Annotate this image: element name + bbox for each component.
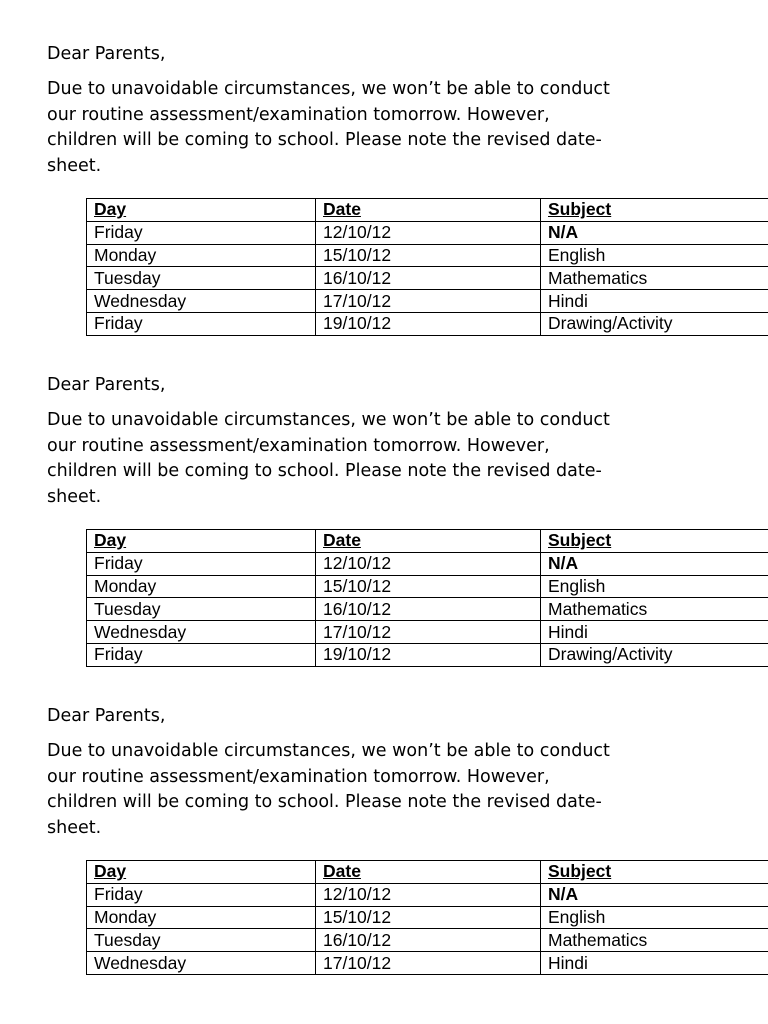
message-paragraph [47, 77, 727, 179]
header-date: Date [316, 861, 541, 884]
cell-date: 17/10/12 [316, 290, 541, 313]
table-row [87, 883, 768, 906]
cell-subject: N/A [541, 552, 768, 575]
cell-day: Friday [87, 221, 316, 244]
header-date: Date [316, 199, 541, 222]
table-row [87, 929, 768, 952]
message-line: our routine assessment/examination tomorrow. However, [47, 766, 550, 787]
message-line: our routine assessment/examination tomorrow. However, [47, 104, 550, 125]
message-line: Due to unavoidable circumstances, we won’t be able to conduct [47, 741, 610, 761]
cell-subject: N/A [541, 883, 768, 906]
cell-date: 16/10/12 [316, 929, 541, 952]
cell-date: 15/10/12 [316, 906, 541, 929]
cell-date: 12/10/12 [316, 552, 541, 575]
date-sheet-table [86, 860, 768, 975]
cell-date: 17/10/12 [316, 952, 541, 975]
cell-date: 16/10/12 [316, 267, 541, 290]
header-day: Day [87, 861, 316, 884]
cell-subject: English [541, 575, 768, 598]
message-line: Due to unavoidable circumstances, we won’t be able to conduct [47, 410, 610, 430]
cell-day: Wednesday [87, 621, 316, 644]
cell-date: 19/10/12 [316, 312, 541, 335]
message-line: our routine assessment/examination tomorrow. However, [47, 435, 550, 456]
cell-date: 17/10/12 [316, 621, 541, 644]
table-row [87, 598, 768, 621]
header-day: Day [87, 530, 316, 553]
cell-day: Tuesday [87, 929, 316, 952]
header-subject: Subject [541, 861, 768, 884]
table-header-row [87, 530, 768, 553]
cell-subject: N/A [541, 221, 768, 244]
cell-subject: Drawing/Activity [541, 312, 768, 335]
cell-subject: Mathematics [541, 267, 768, 290]
cell-day: Friday [87, 552, 316, 575]
message-line: children will be coming to school. Please note the revised date- [47, 130, 602, 150]
table-row [87, 312, 768, 335]
cell-subject: Hindi [541, 621, 768, 644]
message-paragraph [47, 739, 727, 841]
cell-day: Tuesday [87, 267, 316, 290]
cell-subject: Mathematics [541, 929, 768, 952]
table-row [87, 552, 768, 575]
message-line: children will be coming to school. Please note the revised date- [47, 461, 602, 481]
cell-day: Wednesday [87, 952, 316, 975]
table-row [87, 221, 768, 244]
table-row [87, 621, 768, 644]
cell-subject: Hindi [541, 952, 768, 975]
message-line: children will be coming to school. Please note the revised date- [47, 792, 602, 812]
cell-day: Monday [87, 244, 316, 267]
cell-day: Monday [87, 906, 316, 929]
table-row [87, 267, 768, 290]
salutation: Dear Parents, [47, 44, 166, 64]
message-line: sheet. [47, 155, 102, 176]
cell-subject: Mathematics [541, 598, 768, 621]
cell-date: 15/10/12 [316, 575, 541, 598]
cell-subject: English [541, 244, 768, 267]
cell-date: 12/10/12 [316, 883, 541, 906]
table-row [87, 643, 768, 666]
date-sheet-table [86, 529, 768, 667]
table-header-row [87, 861, 768, 884]
cell-date: 19/10/12 [316, 643, 541, 666]
cell-date: 15/10/12 [316, 244, 541, 267]
header-subject: Subject [541, 199, 768, 222]
cell-subject: Drawing/Activity [541, 643, 768, 666]
header-subject: Subject [541, 530, 768, 553]
header-date: Date [316, 530, 541, 553]
table-row [87, 575, 768, 598]
message-paragraph [47, 408, 727, 510]
salutation: Dear Parents, [47, 375, 166, 395]
cell-day: Friday [87, 883, 316, 906]
message-line: Due to unavoidable circumstances, we won’t be able to conduct [47, 79, 610, 99]
salutation: Dear Parents, [47, 706, 166, 726]
table-row [87, 244, 768, 267]
cell-subject: English [541, 906, 768, 929]
cell-day: Friday [87, 643, 316, 666]
cell-day: Wednesday [87, 290, 316, 313]
cell-date: 12/10/12 [316, 221, 541, 244]
table-header-row [87, 199, 768, 222]
date-sheet-table [86, 198, 768, 336]
table-row [87, 906, 768, 929]
cell-day: Monday [87, 575, 316, 598]
table-row [87, 952, 768, 975]
cell-subject: Hindi [541, 290, 768, 313]
cell-date: 16/10/12 [316, 598, 541, 621]
cell-day: Tuesday [87, 598, 316, 621]
cell-day: Friday [87, 312, 316, 335]
message-line: sheet. [47, 486, 102, 507]
table-row [87, 290, 768, 313]
message-line: sheet. [47, 817, 102, 838]
header-day: Day [87, 199, 316, 222]
